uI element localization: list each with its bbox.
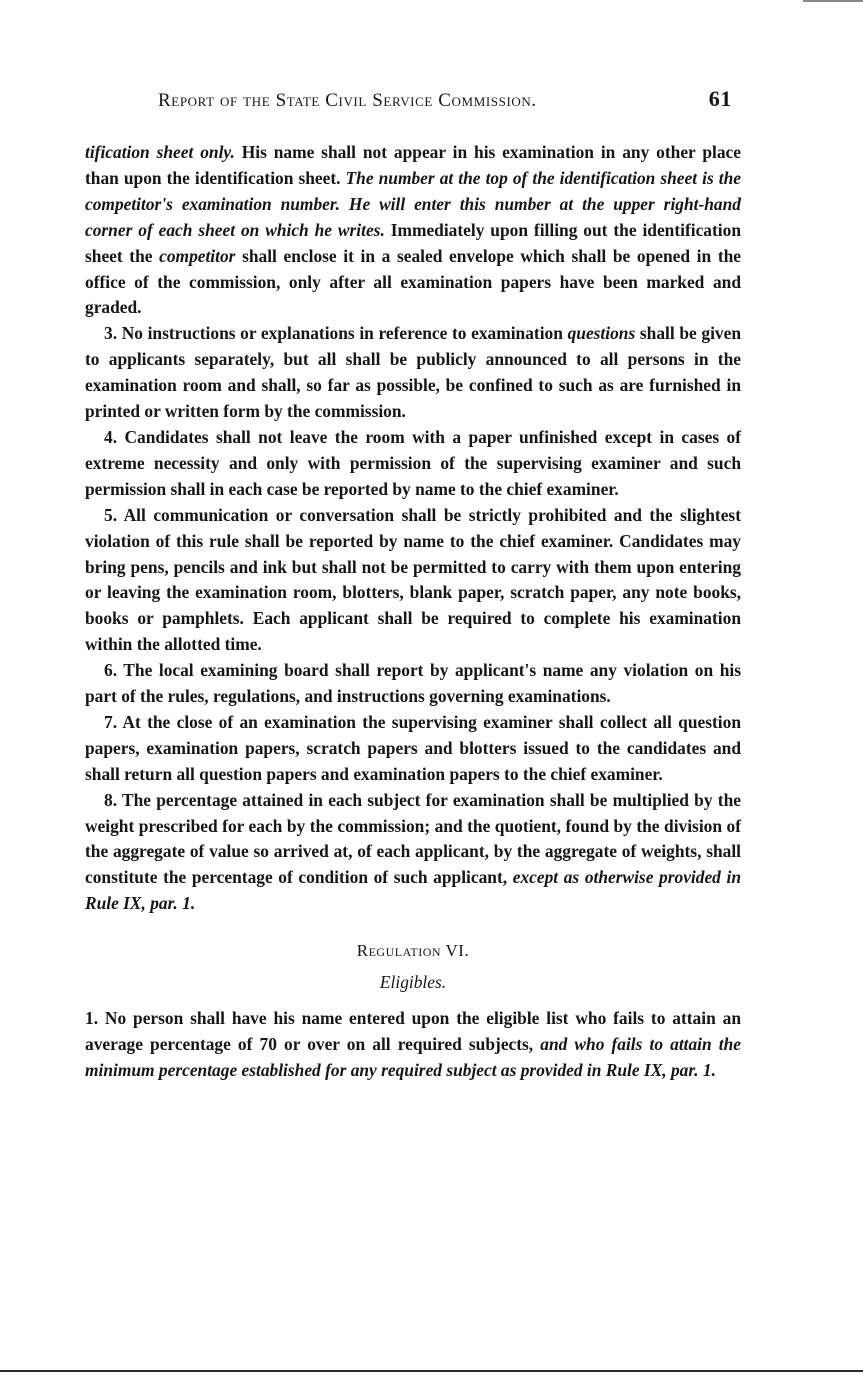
paragraph-p-5 [85,503,741,658]
page-number: 61 [708,86,732,111]
text-run: 3. No instructions or explanations in reference to examination [104,323,568,344]
paragraph-p-4 [85,425,741,503]
header-title: Report of the State Civil Service Commission. [158,90,537,111]
paragraph-reg-p-1 [85,1006,741,1084]
text-run: 6. The local examining board shall report by applicant's name any violation on his part of the rules, regulations, and instructions governing examinations. [85,660,741,707]
italic-text: The number at the top of the identification sheet is the competitor's examination number. He will enter this number at the upper right-hand corner of each sheet on which he writes. [85,167,741,240]
text-run: Immediately upon filling out the identification sheet the [85,219,741,266]
italic-text: questions [567,323,636,344]
paragraph-p-6 [85,658,741,710]
text-run: 4. Candidates shall not leave the room with a paper unfinished except in cases of extreme necessity and only with permission of the supervising examiner and such permission shall in each case be reported by name to the chief examiner. [85,426,741,499]
text-run: 8. The percentage attained in each subject for examination shall be multiplied by the weight prescribed for each by the commission; and the quotient, found by the division of the aggregate of value so arrived at, of each applicant, by the aggregate of weights, shall constitute the percentage of condition of such applicant, [85,789,741,888]
text-run: 7. At the close of an examination the supervising examiner shall collect all question papers, examination papers, scratch papers and blotters issued to the candidates and shall return all question papers and examination papers to the chief examiner. [85,711,741,784]
main-paragraphs [85,140,741,917]
text-run: 5. All communication or conversation shall be strictly prohibited and the slightest violation of this rule shall be reported by name to the chief examiner. Candidates may bring pens, pencils and ink but shall not be permitted to carry with them upon entering or leaving the examination room, blotters, blank paper, scratch paper, any note books, books or pamphlets. Each applicant shall be required to complete his examination within the allotted time. [85,504,741,655]
paragraph-p-8 [85,788,741,918]
italic-text: tification sheet only. [85,142,235,162]
text-run: shall be given to applicants separately, but all shall be publicly announced to all persons in the examination room and shall, so far as possible, be confined to such as are furnished in printed or written form by the commission. [85,323,741,422]
paragraph-p-7 [85,710,741,788]
text-run: His name shall not appear in his examination in any other place than upon the identification sheet. [85,142,741,188]
paragraph-p-3 [85,321,741,425]
regulation-paragraphs [85,1006,741,1084]
running-header [150,86,740,116]
regulation-heading: Regulation VI. [356,941,470,961]
page-bottom-rule [0,1370,863,1372]
body-text [85,140,741,1084]
regulation-subheading: Eligibles. [379,972,447,993]
italic-text: except as otherwise provided in Rule IX, par. 1. [85,867,741,914]
text-run: 1. No person shall have his name entered upon the eligible list who fails to attain an average percentage of 70 or over on all required subjects, [85,1008,741,1054]
text-run: shall enclose it in a sealed envelope which shall be opened in the office of the commission, only after all examination papers have been marked and graded. [85,245,742,318]
paragraph-p-continuation [85,140,741,321]
italic-text: competitor [159,245,236,266]
italic-text: and who fails to attain the minimum percentage established for any required subject as provided in Rule IX, par. 1. [85,1033,741,1080]
page-edge-mark [803,0,863,2]
